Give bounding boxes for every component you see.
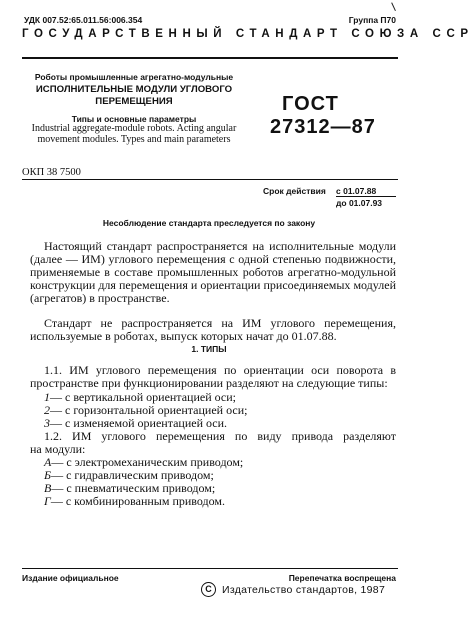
list-text: — с изменяемой ориентацией оси.	[50, 416, 228, 430]
list-marker: 2	[44, 403, 50, 417]
paragraph-scope: Настоящий стандарт распространяется на исполнительные модули (далее — ИМ) углового перемещения с одной степенью подвижности, применяемые в составе промышленных роботов агрегатно-модульной конструкции для перемещения и ориентации присоединяемых модулей (агрегатов) в пространстве.	[30, 239, 396, 305]
paragraph-exclusion: Стандарт не распространяется на ИМ углового перемещения, используемые в роботах, выпуск которых начат до 01.07.88.	[30, 316, 396, 343]
top-rule	[22, 57, 398, 59]
middle-rule	[22, 179, 398, 180]
copyright-icon: С	[201, 582, 216, 597]
paragraph-1-2	[30, 430, 396, 456]
english-title: Industrial aggregate-module robots. Acting angular movement modules. Types and main parameters	[31, 123, 237, 145]
official-edition-label: Издание официальное	[22, 573, 119, 583]
list-marker: А	[44, 455, 52, 469]
list-text: — с пневматическим приводом;	[51, 481, 216, 495]
list-marker: Б	[44, 468, 52, 482]
validity-from: с 01.07.88	[336, 186, 377, 196]
list-marker: Г	[44, 494, 51, 508]
list-marker: 3	[44, 416, 50, 430]
law-notice: Несоблюдение стандарта преследуется по закону	[102, 218, 316, 228]
reprint-prohibited-label: Перепечатка воспрещена	[288, 573, 396, 583]
pen-mark	[391, 2, 397, 11]
list-item	[44, 495, 225, 508]
okp-code: ОКП 38 7500	[22, 167, 81, 178]
validity-label: Срок действия	[263, 186, 326, 196]
gost-label: ГОСТ	[282, 93, 339, 115]
state-standard-line: ГОСУДАРСТВЕННЫЙ СТАНДАРТ СОЮЗА ССР	[22, 28, 474, 40]
gost-number: 27312—87	[270, 116, 376, 138]
list-text: — с электромеханическим приводом;	[51, 455, 244, 469]
list-marker: В	[44, 481, 52, 495]
bottom-rule	[22, 568, 398, 569]
publisher: Издательство стандартов, 1987	[222, 584, 386, 596]
paragraph-1-2-rest: на модули:	[30, 442, 86, 456]
title-line-3: Типы и основные параметры	[71, 114, 197, 124]
group-code: Группа П70	[348, 15, 396, 25]
udk-code: УДК 007.52:65.011.56:006.354	[24, 15, 143, 25]
validity-divider	[336, 196, 396, 197]
list-marker: 1	[44, 390, 50, 404]
title-line-1: Роботы промышленные агрегатно-модульные	[34, 72, 234, 82]
validity-to: до 01.07.93	[336, 198, 383, 208]
list-text: — с гидравлическим приводом;	[51, 468, 214, 482]
list-text: — с комбинированным приводом.	[50, 494, 225, 508]
title-line-2: ИСПОЛНИТЕЛЬНЫЕ МОДУЛИ УГЛОВОГО ПЕРЕМЕЩЕНИЯ	[35, 84, 233, 107]
paragraph-1-2-first-line: 1.2. ИМ углового перемещения по виду привода разделяют	[44, 429, 396, 443]
list-text: — с вертикальной ориентацией оси;	[50, 390, 236, 404]
section-title: 1. ТИПЫ	[191, 344, 227, 354]
list-text: — с горизонтальной ориентацией оси;	[50, 403, 248, 417]
paragraph-1-1: 1.1. ИМ углового перемещения по ориентации оси поворота в пространстве при функционировании разделяют на следующие типы:	[30, 363, 396, 390]
